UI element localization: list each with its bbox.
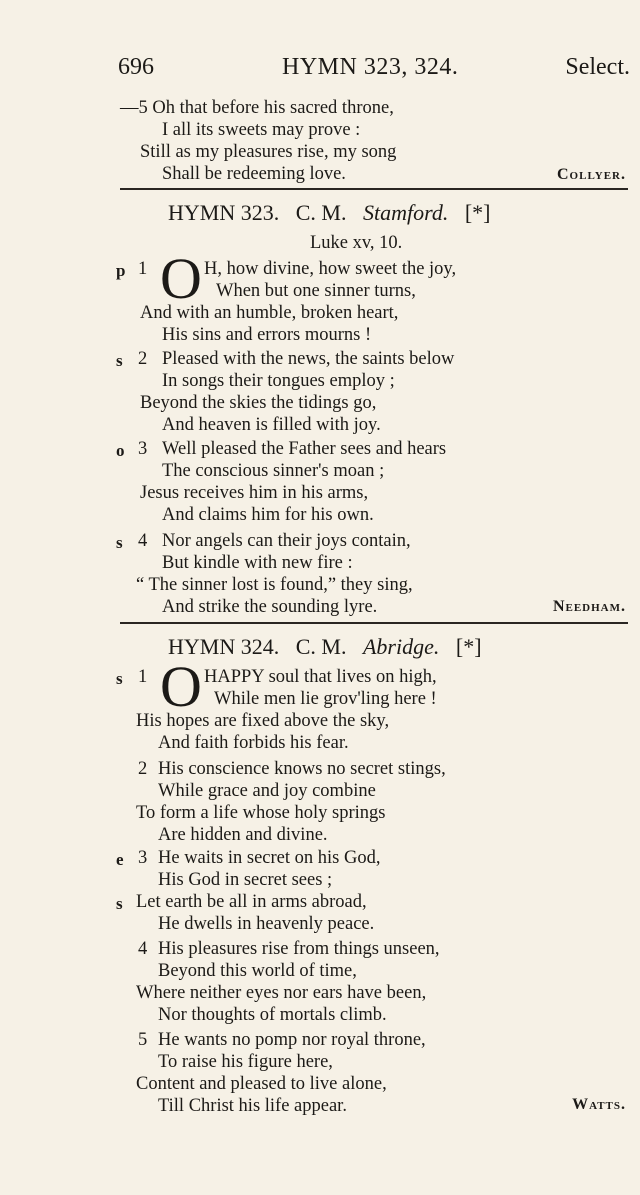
verse-line: HAPPY soul that lives on high, [204, 667, 437, 687]
verse-line: And strike the sounding lyre. [162, 597, 378, 617]
hymn-323-meter: C. M. [295, 200, 347, 225]
verse-line: Beyond the skies the tidings go, [140, 393, 377, 413]
verse-line: He wants no pomp nor royal throne, [158, 1030, 426, 1050]
prev-line-2: I all its sweets may prove : [162, 120, 361, 140]
verse-line: And heaven is filled with joy. [162, 415, 381, 435]
hymn-324-number: HYMN 324. [168, 634, 280, 659]
verse-line: Content and pleased to live alone, [136, 1074, 387, 1094]
verse-line: H, how divine, how sweet the joy, [204, 259, 457, 279]
verse-line: Nor angels can their joys contain, [162, 531, 411, 551]
drop-cap: O [160, 246, 202, 311]
prev-line-3: Still as my pleasures rise, my song [140, 142, 397, 162]
prev-line-4: Shall be redeeming love. [162, 164, 346, 184]
verse-line: And with an humble, broken heart, [140, 303, 399, 323]
hymn-323-tune: Stamford. [362, 200, 449, 225]
verse-line: Well pleased the Father sees and hears [162, 439, 447, 459]
verse-line: Pleased with the news, the saints below [162, 349, 455, 369]
verse-number: 5 [138, 1030, 148, 1050]
page-header [118, 52, 630, 82]
verse-mark: o [116, 441, 125, 460]
prev-line-1: —5 Oh that before his sacred throne, [120, 98, 394, 118]
hymn-323-number: HYMN 323. [168, 200, 280, 225]
verse-line: His sins and errors mourns ! [162, 325, 372, 345]
hymn-323-title [168, 199, 491, 227]
verse-line: His God in secret sees ; [158, 870, 333, 890]
verse-number: 2 [138, 759, 148, 779]
page-number: 696 [118, 54, 154, 80]
verse-mark: s [116, 533, 123, 552]
verse-line: But kindle with new fire : [162, 553, 353, 573]
verse-mark: s [116, 351, 123, 370]
hymn-323-author: Needham. [552, 598, 626, 615]
verse-line: He dwells in heavenly peace. [158, 914, 375, 934]
verse-mark: e [116, 850, 124, 869]
verse-number: 4 [138, 939, 148, 959]
verse-line: His hopes are fixed above the sky, [136, 711, 390, 731]
hymn-324-author: Watts. [572, 1096, 626, 1113]
verse-line: He waits in secret on his God, [158, 848, 381, 868]
verse-line: His pleasures rise from things unseen, [158, 939, 440, 959]
prev-author: Collyer. [557, 166, 626, 183]
verse-line: Jesus receives him in his arms, [140, 483, 369, 503]
hymn-324-title [168, 633, 482, 661]
verse-mark: p [116, 261, 126, 280]
verse-line: And faith forbids his fear. [158, 733, 349, 753]
verse-number: 1 [138, 259, 148, 279]
verse-line: And claims him for his own. [162, 505, 374, 525]
verse-number: 2 [138, 349, 148, 369]
verse-number: 4 [138, 531, 148, 551]
verse-line: Are hidden and divine. [158, 825, 328, 845]
hymn-323-reference: Luke xv, 10. [310, 233, 403, 253]
verse-line: To form a life whose holy springs [136, 803, 386, 823]
verse-line: “ The sinner lost is found,” they sing, [136, 575, 413, 595]
verse-line: The conscious sinner's moan ; [162, 461, 385, 481]
hymn-323-bracket: [*] [464, 200, 491, 225]
verse-line: When but one sinner turns, [216, 281, 416, 301]
verse-mark: s [116, 894, 123, 913]
verse-line: While grace and joy combine [158, 781, 376, 801]
verse-number: 3 [138, 439, 148, 459]
verse-line: To raise his figure here, [158, 1052, 333, 1072]
verse-mark: s [116, 669, 123, 688]
verse-line: Let earth be all in arms abroad, [136, 892, 367, 912]
verse-line: In songs their tongues employ ; [162, 371, 395, 391]
verse-line: His conscience knows no secret stings, [158, 759, 446, 779]
verse-line: Where neither eyes nor ears have been, [136, 983, 427, 1003]
running-title: HYMN 323, 324. [282, 54, 459, 80]
divider [120, 188, 628, 190]
verse-line: Nor thoughts of mortals climb. [158, 1005, 387, 1025]
divider [120, 622, 628, 624]
verse-number: 3 [138, 848, 148, 868]
section-label: Select. [565, 54, 630, 80]
hymn-324-bracket: [*] [455, 634, 482, 659]
drop-cap: O [160, 654, 202, 719]
verse-line: Beyond this world of time, [158, 961, 357, 981]
hymn-324-meter: C. M. [295, 634, 347, 659]
verse-number: 1 [138, 667, 148, 687]
hymn-324-tune: Abridge. [362, 634, 440, 659]
verse-line: Till Christ his life appear. [158, 1096, 347, 1116]
verse-line: While men lie grov'ling here ! [214, 689, 437, 709]
